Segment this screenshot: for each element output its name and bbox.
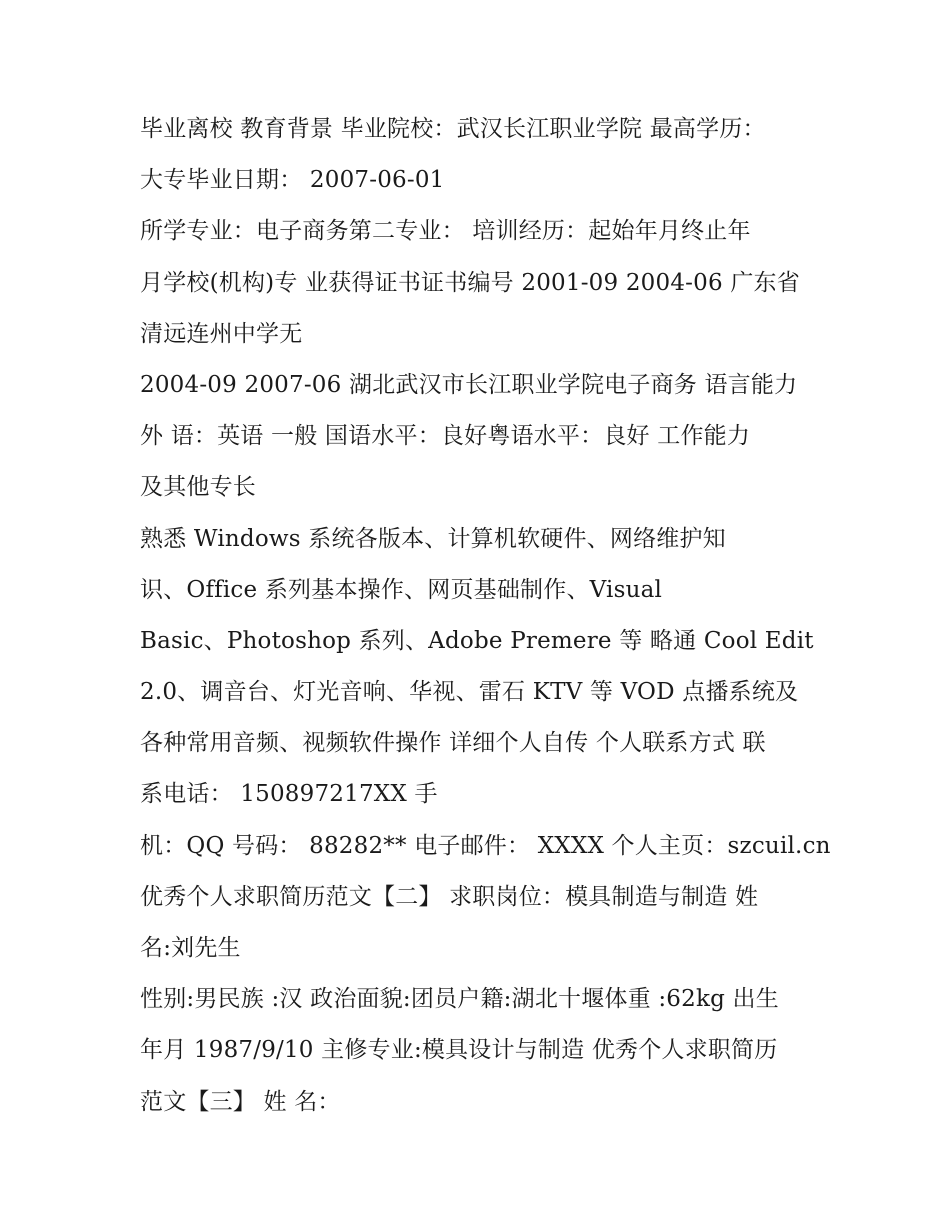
- text-line: 熟悉 Windows 系统各版本、计算机软硬件、网络维护知: [140, 525, 726, 552]
- text-line: 性别:男民族 :汉 政治面貌:团员户籍:湖北十堰体重 :62kg 出生: [140, 986, 779, 1013]
- text-line: 优秀个人求职简历范文【二】 求职岗位：模具制造与制造 姓: [140, 883, 759, 910]
- text-line: 大专毕业日期： 2007-06-01: [140, 167, 445, 194]
- text-line: 名:刘先生: [140, 935, 241, 961]
- text-line: 月学校(机构)专 业获得证书证书编号 2001-09 2004-06 广东省: [140, 269, 800, 296]
- text-line: 清远连州中学无: [140, 320, 303, 347]
- text-line: 2004-09 2007-06 湖北武汉市长江职业学院电子商务 语言能力: [140, 371, 798, 398]
- text-line: 系电话： 150897217XX 手: [140, 781, 438, 808]
- text-line: 外 语：英语 一般 国语水平：良好粤语水平：良好 工作能力: [140, 423, 751, 450]
- text-line: 年月 1987/9/10 主修专业:模具设计与制造 优秀个人求职简历: [140, 1037, 778, 1064]
- text-line: 所学专业：电子商务第二专业： 培训经历：起始年月终止年: [140, 218, 751, 245]
- text-line: 识、Office 系列基本操作、网页基础制作、Visual: [140, 576, 663, 603]
- document-body: [140, 104, 831, 1128]
- text-line: 机：QQ 号码： 88282** 电子邮件： XXXX 个人主页：szcuil.cn: [140, 832, 831, 859]
- text-line: 范文【三】 姓 名：: [140, 1088, 341, 1115]
- text-line: 毕业离校 教育背景 毕业院校：武汉长江职业学院 最高学历：: [140, 116, 766, 142]
- text-line: 各种常用音频、视频软件操作 详细个人自传 个人联系方式 联: [140, 730, 766, 757]
- text-line: 及其他专长: [140, 474, 256, 501]
- text-line: 2.0、调音台、灯光音响、华视、雷石 KTV 等 VOD 点播系统及: [140, 679, 799, 706]
- text-line: Basic、Photoshop 系列、Adobe Premere 等 略通 Cool Edit: [140, 627, 814, 654]
